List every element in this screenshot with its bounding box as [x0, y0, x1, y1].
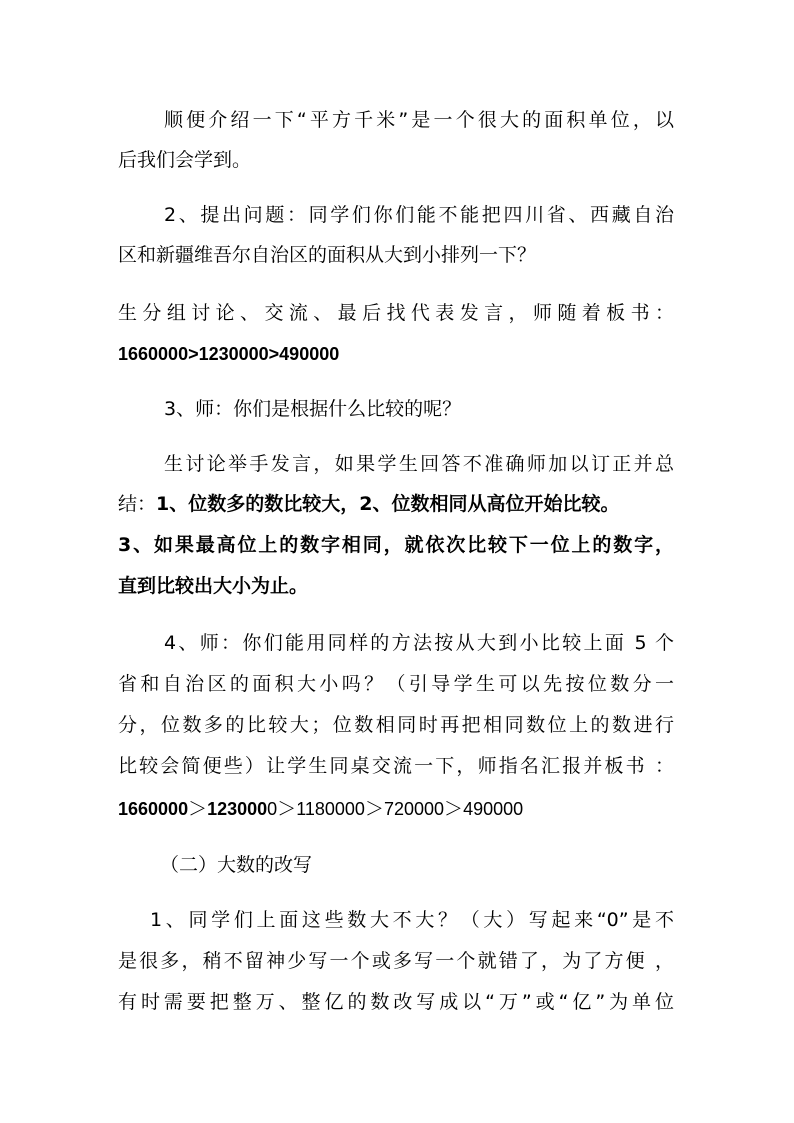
paragraph-line: 区和新疆维吾尔自治区的面积从大到小排列一下？	[118, 244, 537, 266]
number-value: 720000	[383, 799, 445, 819]
summary-rule: 直到比较出大小为止。	[118, 575, 309, 597]
paragraph-line: 生讨论举手发言，如果学生回答不准确师加以订正并总	[164, 453, 674, 475]
paragraph-line: 4、师：你们能用同样的方法按从大到小比较上面 5 个	[164, 632, 674, 654]
paragraph-line: 后我们会学到。	[118, 149, 252, 171]
number-value: 490000	[463, 799, 524, 819]
greater-than-sign: ＞	[364, 798, 384, 820]
number-value: 0	[267, 799, 278, 819]
greater-than-sign: ＞	[188, 798, 208, 820]
number-value: 1660000	[118, 799, 189, 819]
paragraph-line: 比较会简便些）让学生同桌交流一下，师指名汇报并板书 ：	[118, 755, 674, 777]
paragraph-line: 是很多，稍不留神少写一个或多写一个就错了，为了方便 ，	[118, 950, 674, 972]
paragraph-line: 有时需要把整万、整亿的数改写成以“万”或“亿”为单位	[118, 991, 674, 1013]
greater-than-sign: ＞	[444, 798, 464, 820]
paragraph-line: 2、提出问题：同学们你们能不能把四川省、西藏自治	[164, 204, 674, 226]
paragraph-line: 1、同学们上面这些数大不大？（大）写起来“0”是不	[150, 909, 674, 931]
summary-rule: 1、位数多的数比较大，2、位数相同从高位开始比较。	[156, 493, 620, 515]
greater-than-sign: ＞	[277, 798, 297, 820]
paragraph-line: 顺便介绍一下“平方千米”是一个很大的面积单位，以	[164, 109, 674, 131]
board-comparison	[118, 797, 674, 821]
paragraph-line: 分，位数多的比较大；位数相同时再把相同数位上的数进行	[118, 714, 674, 736]
paragraph-line	[118, 492, 674, 516]
section-heading: （二）大数的改写	[160, 854, 313, 876]
number-comparison: 1660000>1230000>490000	[118, 344, 340, 364]
summary-label: 结：	[118, 493, 157, 515]
paragraph-line: 省和自治区的面积大小吗？（引导学生可以先按位数分一	[118, 673, 674, 695]
summary-rule: 3、如果最高位上的数字相同，就依次比较下一位上的数字，	[118, 534, 674, 556]
number-value: 123000	[207, 799, 268, 819]
paragraph-line: 3、师：你们是根据什么比较的呢？	[164, 398, 462, 420]
paragraph-line: 生分组讨论、交流、最后找代表发言，师随着板书：	[118, 302, 674, 324]
number-value: 1180000	[296, 799, 365, 819]
